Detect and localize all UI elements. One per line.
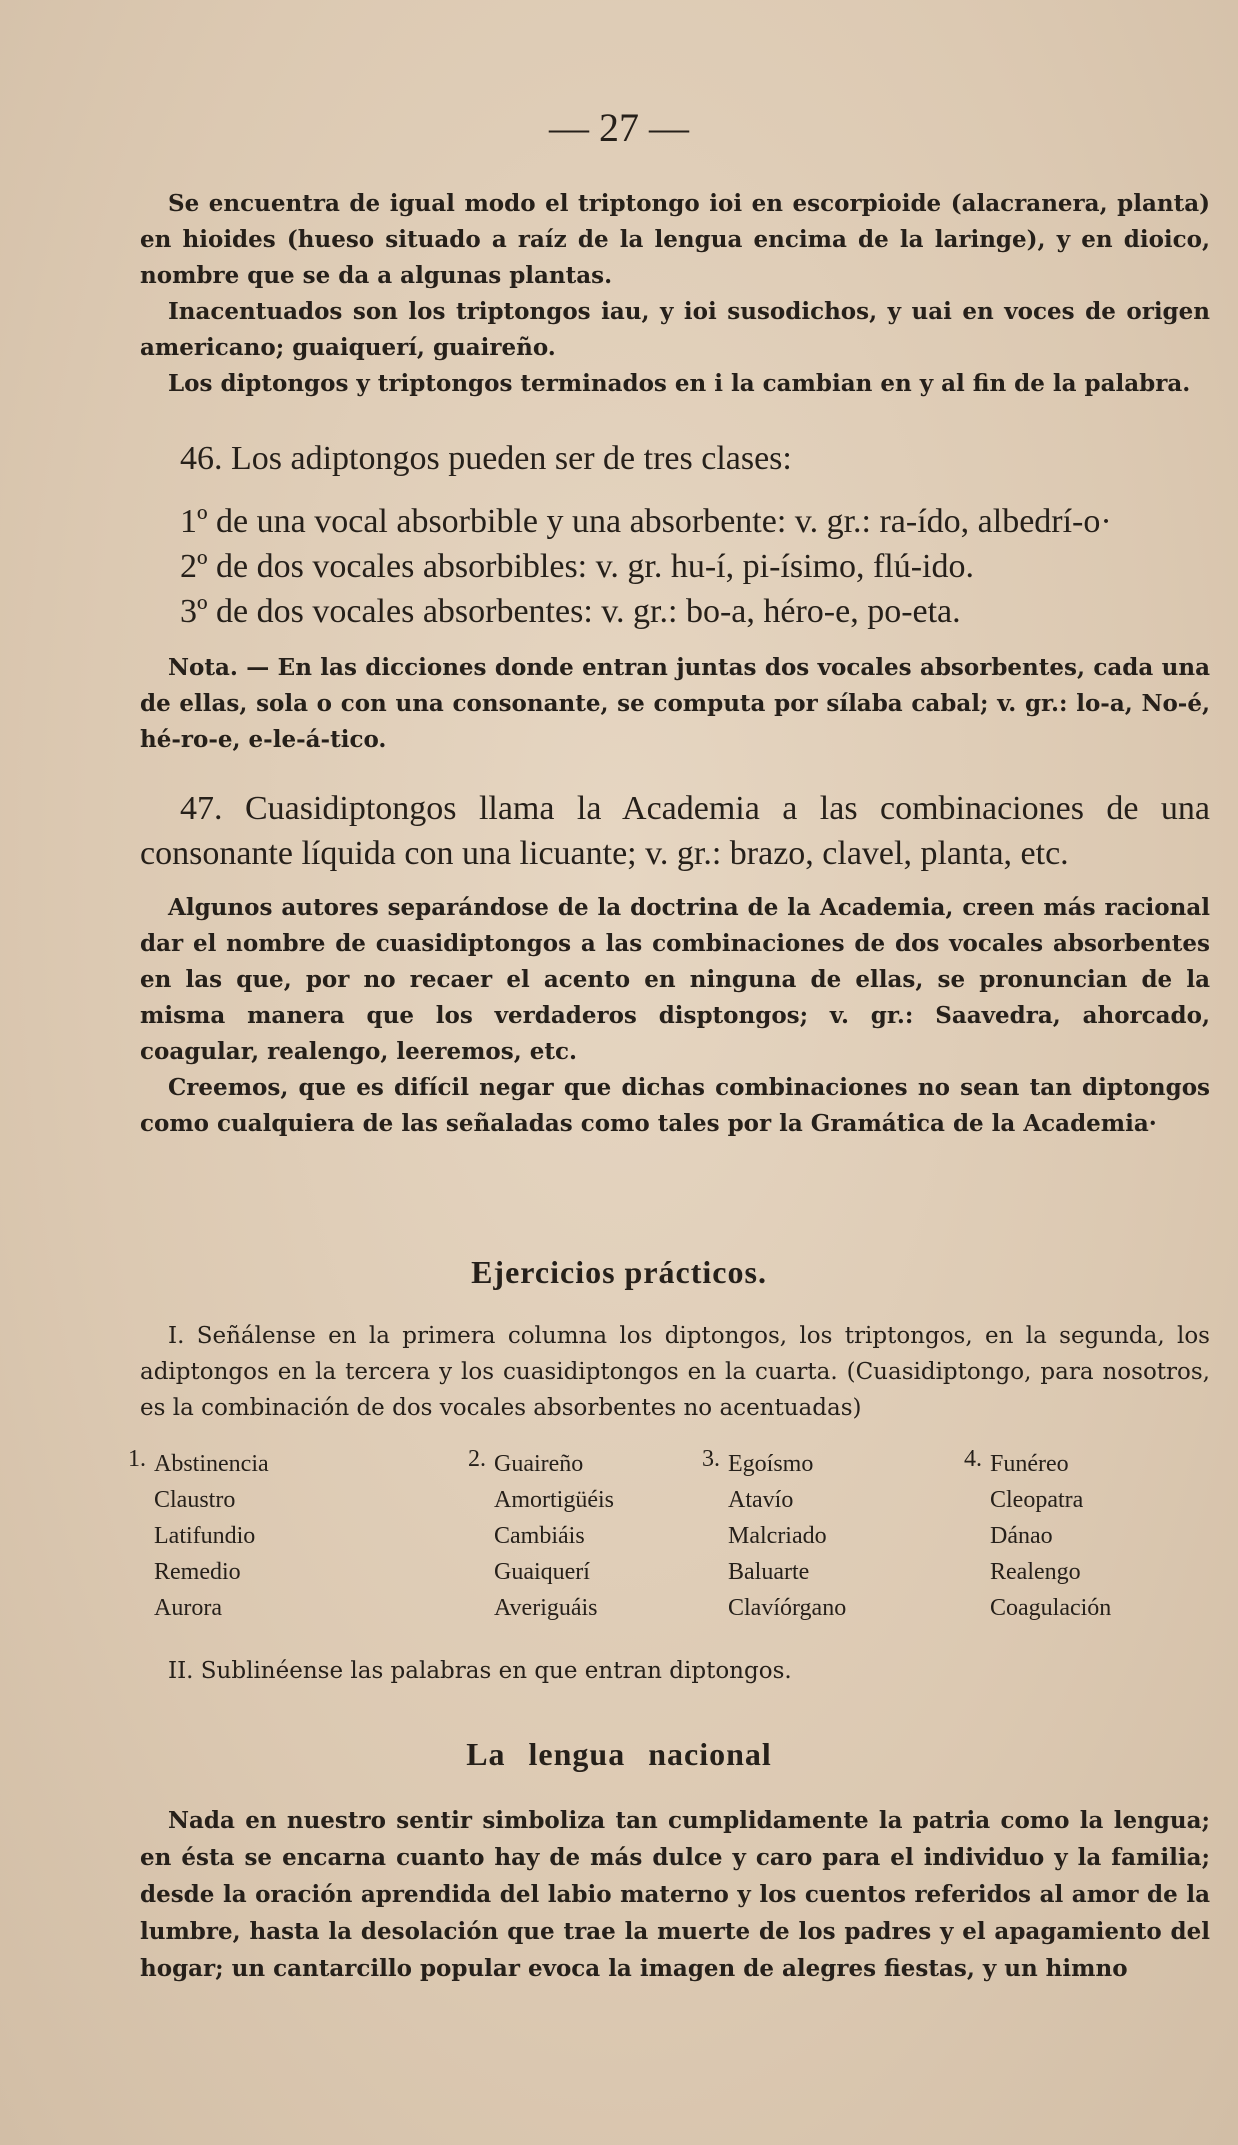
column-4-word: Dánao (990, 1523, 1053, 1549)
column-1-word: Latifundio (154, 1523, 256, 1549)
exercises-instruction-1 (140, 1318, 1210, 1426)
lengua-nacional-title: La lengua nacional (466, 1736, 772, 1772)
column-1-word: Abstinencia (154, 1451, 269, 1477)
section-47-paragraph-2: Creemos, que es difícil negar que dichas combinaciones no sean tan diptongos como cualquiera de las señaladas como tales por la Gramática de la Academia· (140, 1074, 1210, 1137)
column-4-number: 4. (964, 1446, 982, 1472)
column-3-word: Clavíórgano (728, 1595, 847, 1621)
column-2 (468, 1446, 614, 1626)
intro-paragraph-3: Los diptongos y triptongos terminados en i la cambian en y al fin de la palabra. (168, 370, 1191, 397)
adiptongo-type-1: 1º de una vocal absorbible y una absorbente: v. gr.: ra-ído, albedrí-o· (180, 503, 1112, 540)
adiptongo-type-3: 3º de dos vocales absorbentes: v. gr.: bo-a, héro-e, po-eta. (180, 593, 961, 630)
section-47-heading: 47. Cuasidiptongos llama la Academia a las combinaciones de una consonante líquida con una licuante; v. gr.: brazo, clavel, planta, etc. (140, 790, 1210, 872)
page-number: — 27 — (549, 105, 689, 150)
column-3-word: Baluarte (728, 1559, 810, 1585)
column-1-word: Claustro (154, 1487, 236, 1513)
column-3-word: Atavío (728, 1487, 794, 1513)
column-2-word: Averiguáis (494, 1595, 598, 1621)
column-3-word: Malcriado (728, 1523, 827, 1549)
column-2-word: Cambiáis (494, 1523, 585, 1549)
intro-paragraph-1: Se encuentra de igual modo el triptongo ioi en escorpioide (alacranera, planta) en hioides (hueso situado a raíz de la lengua encima de la laringe), y en dioico, nombre que se da a algunas plantas. (140, 190, 1210, 289)
lengua-nacional-section (140, 1802, 1210, 1987)
exercise-2-text: II. Sublinéense las palabras en que entran diptongos. (168, 1658, 792, 1684)
column-4-word: Realengo (990, 1559, 1081, 1585)
section-46 (140, 436, 1210, 758)
section-47-paragraph-1: Algunos autores separándose de la doctrina de la Academia, creen más racional dar el nombre de cuasidiptongos a las combinaciones de dos vocales absorbentes en las que, por no recaer el acento en ninguna de ellas, se pronuncian de la misma manera que los verdaderos disptongos; v. gr.: Saavedra, ahorcado, coagular, realengo, leeremos, etc. (140, 894, 1210, 1065)
lengua-nacional-paragraph: Nada en nuestro sentir simboliza tan cumplidamente la patria como la lengua; en ésta se encarna cuanto hay de más dulce y caro para el individuo y la familia; desde la oración aprendida del labio materno y los cuentos referidos al amor de la lumbre, hasta la desolación que trae la muerte de los padres y el apagamiento del hogar; un cantarcillo popular evoca la imagen de alegres fiestas, y un himno (140, 1807, 1210, 1982)
exercise-word-columns (128, 1446, 1220, 1626)
column-3-word: Egoísmo (728, 1451, 814, 1477)
column-3-number: 3. (702, 1446, 720, 1472)
column-4 (964, 1446, 1112, 1626)
column-1-word: Aurora (154, 1595, 222, 1621)
exercises-title: Ejercicios prácticos. (471, 1254, 767, 1290)
intro-section (140, 186, 1210, 402)
column-2-number: 2. (468, 1446, 486, 1472)
column-2-word: Guaiquerí (494, 1559, 590, 1585)
section-47 (140, 786, 1210, 1142)
column-4-word: Coagulación (990, 1595, 1112, 1621)
exercise-1-text: I. Señálense en la primera columna los diptongos, los triptongos, en la segunda, los adiptongos en la tercera y los cuasidiptongos en la cuarta. (Cuasidiptongo, para nosotros, es la combinación de dos vocales absorbentes no acentuadas) (140, 1323, 1210, 1421)
column-3 (702, 1446, 847, 1626)
section-46-note: Nota. — En las dicciones donde entran juntas dos vocales absorbentes, cada una de ellas, sola o con una consonante, se computa por sílaba cabal; v. gr.: lo-a, No-é, hé-ro-e, e-le-á-tico. (140, 654, 1210, 753)
column-2-word: Amortigüéis (494, 1487, 614, 1513)
column-2-word: Guaireño (494, 1451, 584, 1477)
column-1-number: 1. (128, 1446, 146, 1472)
section-46-heading: 46. Los adiptongos pueden ser de tres clases: (180, 440, 792, 477)
adiptongo-type-2: 2º de dos vocales absorbibles: v. gr. hu-í, pi-ísimo, flú-ido. (180, 548, 975, 585)
exercises-instruction-2 (140, 1653, 1210, 1689)
column-4-word: Cleopatra (990, 1487, 1084, 1513)
column-1-word: Remedio (154, 1559, 241, 1585)
column-4-word: Funéreo (990, 1451, 1069, 1477)
intro-paragraph-2: Inacentuados son los triptongos iau, y ioi susodichos, y uai en voces de origen americano; guaiquerí, guaireño. (140, 298, 1210, 361)
column-1 (128, 1446, 269, 1626)
